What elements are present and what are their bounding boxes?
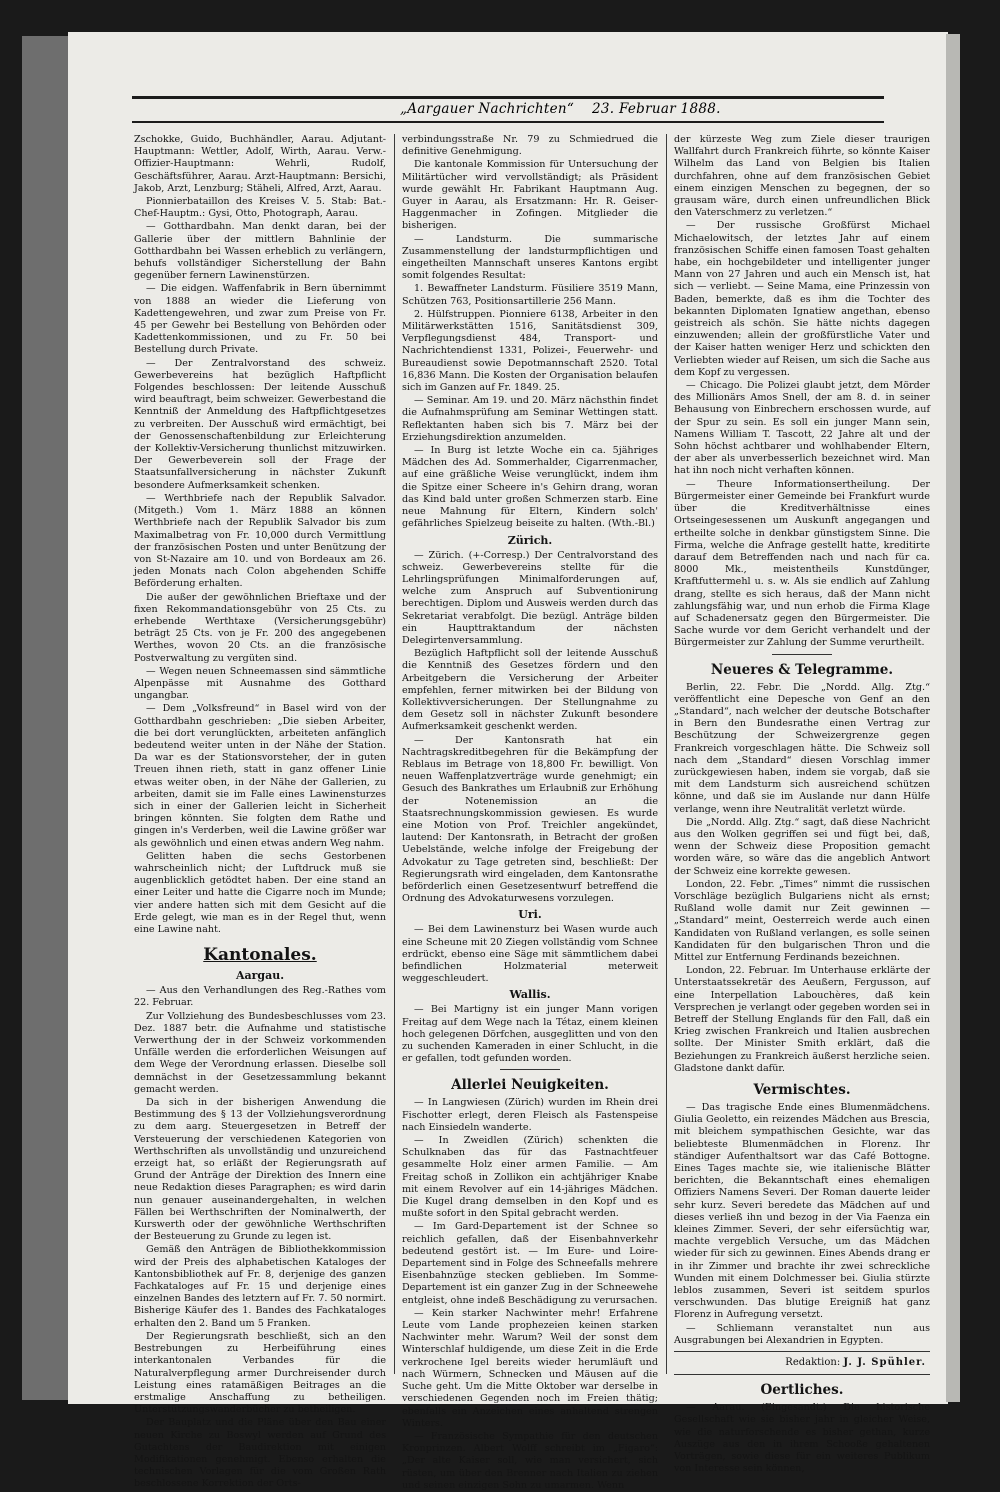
column-divider — [394, 134, 395, 1374]
article-text: Pionnierbataillon des Kreises V. 5. Stab: Bat.-Chef-Hauptm.: Gysi, Otto, Photograph, Aarau. — [134, 196, 386, 220]
editor-label: Redaktion: — [785, 1357, 841, 1369]
page-edge — [946, 34, 960, 1402]
article-text: Zschokke, Guido, Buchhändler, Aarau. Adjutant-Hauptmann: Wettler, Adolf, Wirth, Aarau. Verw.-Offizier-Hauptmann: Wehrli, Rudolf, Geschäftsführer, Aarau. Arzt-Hauptmann: Bersichi, Jakob, Arzt, Lenzburg; Stäheli, Alfred, Arzt, Aarau. — [134, 134, 386, 194]
article-text: — Die eidgen. Waffenfabrik in Bern übernimmt von 1888 an wieder die Lieferung von Kadettengewehren, und zwar zum Preise von Fr. 45 per Gewehr bei Bestellung von Behörden oder Kadettenkommissionen, und zu Fr. 50 bei Bestellung durch Private. — [134, 283, 386, 356]
article-text: — Kein starker Nachwinter mehr! Erfahrene Leute vom Lande prophezeien keinen starken Nachwinter mehr. Warum? Weil der sonst dem Winterschlaf huldigende, um diese Zeit in die Erde verkrochene Igel bereits wieder herumläuft und nach Würmern, Schnecken und Mäusen auf die Suche geht. Um die Mitte Oktober war derselbe in verschiedenen Gegenden noch im Freien thätig; ebenfalls ein Anzeichen eines anhaltend strengen Winters. — [402, 1307, 658, 1429]
article-text: — In Langwiesen (Zürich) wurden im Rhein drei Fischotter erlegt, deren Fleisch als Fastenspeise nach Einsiedeln wanderte. — [402, 1097, 658, 1133]
article-text: — Aarau. (Eingesandt.) Die historische Gesellschaft wie sie bisher jahr in gleicher Weise, wie die naturforschende es bisher gethan, kurze Auszüge aus den in ihrem Schooße gehaltenen Vorträgen, sowie diese für ein weiteres Publikum von Interesse sein können, — [674, 1402, 930, 1475]
article-text: — Chicago. Die Polizei glaubt jetzt, dem Mörder des Millionärs Amos Snell, der am 8. d. in seiner Behausung von Einbrechern erschossen wurde, auf der Spur zu sein. Es soll ein junger Mann sein, Namens William T. Tascott, 22 Jahre alt und der Sohn höchst achtbarer und wohlhabender Eltern, der aber als unverbesserlich bezeichnet wird. Man hat ihn noch nicht verhaften können. — [674, 380, 930, 477]
article-text: Berlin, 22. Febr. Die „Nordd. Allg. Ztg.“ veröffentlicht eine Depesche von Genf an den „Standard“, nach welcher der deutsche Botschafter in Bern den Bundesrathe einen Vertrag zur Beschützung der Schweizergrenze gegen Frankreich vorgeschlagen hätte. Die Schweiz soll nach dem „Standard“ diesen Vorschlag immer zurückgewiesen haben, indem sie vorgab, daß sie mit dem Landsturm sich ausreichend schützen könne, und daß sie im Auslande nur dann Hülfe verlange, wenn ihre Neutralität verletzt würde. — [674, 681, 930, 815]
header-rule-bottom — [132, 121, 884, 123]
article-text: Da sich in der bisherigen Anwendung die Bestimmung des § 13 der Vollziehungsverordnung zu dem aarg. Steuergesetzen in Betreff der Versteuerung der verschiedenen Kategorien von Werthschriften als unvollständig und unzureichend erzeigt hat, so erläßt der Regierungsrath auf Grund der Anträge der Direktion des Innern eine neue Redaktion dieses Paragraphen; es wird darin nun genauer auseinandergehalten, in welchen Fällen bei Werthschriften der Nominalwerth, der Kurswerth oder der gewöhnliche Werthschriften der Besteuerung zu Grunde zu legen ist. — [134, 1097, 386, 1243]
article-text: London, 22. Februar. Im Unterhause erklärte der Unterstaatssekretär des Aeußern, Fergusson, auf eine Interpellation Labouchères, daß kein Versprechen je verlangt oder gegeben worden sei in Betreff der Stellung Englands für den Fall, daß ein Krieg zwischen Frankreich und Italien ausbrechen sollte. Der Minister Smith erklärt, daß die Beziehungen zu Frankreich äußerst herzliche seien. Gladstone dankt dafür. — [674, 965, 930, 1074]
editor-line — [674, 1356, 926, 1370]
article-text: — Theure Informationsertheilung. Der Bürgermeister einer Gemeinde bei Frankfurt wurde über die Kreditverhältnisse eines Ortseingesessenen um Auskunft angegangen und ertheilte solche in denkbar günstigstem Sinne. Die Firma, welche die Anfrage gestellt hatte, kreditirte darauf dem Betreffenden nach und nach für ca. 8000 Mk., meistentheils Kunstdünger, Kraftfuttermehl u. s. w. Als sie endlich auf Zahlung drang, stellte es sich heraus, daß der Mann nicht zahlungsfähig war, und nun erhob die Firma Klage auf Schadenersatz gegen den Bürgermeister. Die Sache wurde vor dem Gericht verhandelt und der Bürgermeister zur Zahlung der Summe verurtheilt. — [674, 478, 930, 649]
article-text: Der Bauplatz und die Pläne über den Bau einer neuen Kirche zu Boswyl werden auf Grund des Gutachtens der Baudirektion mit einigen Modifikationen genehmigt. Ebenso erhalten die technischen Vorlagen für die vom Großen Rath beschlossene Korrektion der Orts- — [134, 1417, 386, 1490]
article-text: Zur Vollziehung des Bundesbeschlusses vom 23. Dez. 1887 betr. die Aufnahme und statistische Verwerthung der in der Schweiz vorkommenden Unfälle werden die erforderlichen Weisungen auf dem Wege der Verordnung erlassen. Dieselbe soll demnächst in der Gesetzessammlung bekannt gemacht werden. — [134, 1010, 386, 1095]
subsection-heading: Aargau. — [235, 969, 285, 983]
article-text: 1. Bewaffneter Landsturm. Füsiliere 3519 Mann, Schützen 763, Positionsartillerie 256 Mann. — [402, 283, 658, 307]
column-2 — [402, 134, 658, 1491]
subsection-heading: Uri. — [518, 908, 542, 922]
article-text: — Bei dem Lawinensturz bei Wasen wurde auch eine Scheune mit 20 Ziegen vollständig vom Schnee erdrückt, ebenso eine Säge mit sämmtlichem dabei befindlichen Holzmaterial meterweit weggeschleudert. — [402, 924, 658, 985]
article-text: — In Burg ist letzte Woche ein ca. 5jähriges Mädchen des Ad. Sommerhalder, Cigarrenmacher, auf eine gräßliche Weise verunglückt, indem ihm die Spitze einer Scheere in's Gehirn drang, woran das Kind bald unter großen Schmerzen starb. Eine neue Mahnung für Eltern, Kindern solch' gefährliches Spielzeug beiseite zu halten. (Wth.-Bl.) — [402, 445, 658, 530]
article-text: — Seminar. Am 19. und 20. März nächsthin findet die Aufnahmsprüfung am Seminar Wettingen statt. Reflektanten haben sich bis 7. März bei der Erziehungsdirektion anzumelden. — [402, 395, 658, 443]
article-text: 2. Hülfstruppen. Pionniere 6138, Arbeiter in den Militärwerkstätten 1516, Sanitätsdienst 309, Verpflegungsdienst 484, Transport- und Nachrichtendienst 1331, Polizei-, Feuerwehr- und Bureaudienst sowie Depotmannschaft 2520. Total 16,836 Mann. Die Kosten der Organisation belaufen sich im Ganzen auf Fr. 1849. 25. — [402, 308, 658, 394]
article-text: — In Zweidlen (Zürich) schenkten die Schulknaben das für das Fastnachtfeuer gesammelte Holz einer armen Familie. — Am Freitag schoß in Zollikon ein achtjähriger Knabe mit einem Revolver auf ein 14-jähriges Mädchen. Die Kugel drang demselben in den Kopf und es mußte sofort in den Spital gebracht werden. — [402, 1135, 658, 1220]
subsection-heading: Wallis. — [509, 988, 551, 1002]
article-text: Bezüglich Haftpflicht soll der leitende Ausschuß die Kenntniß des Gesetzes fördern und den Arbeitgebern die Versicherung der Arbeiter empfehlen, ferner mitwirken bei der Bildung von Kollektivversicherungen. Der Stellungnahme zu dem Gesetz soll in nächster Zukunft besondere Aufmerksamkeit geschenkt werden. — [402, 648, 658, 733]
section-heading: Oertliches. — [760, 1382, 844, 1399]
section-heading: Neueres & Telegramme. — [710, 661, 894, 678]
article-text: Die außer der gewöhnlichen Brieftaxe und der fixen Rekommandationsgebühr von 25 Cts. zu erhebende Werthtaxe (Versicherungsgebühr) beträgt 25 Cts. von je Fr. 200 des angegebenen Werthes, wovon 20 Cts. an die französische Postverwaltung zu vergüten sind. — [134, 591, 386, 664]
section-heading: Vermischtes. — [753, 1082, 851, 1099]
article-text: verbindungsstraße Nr. 79 zu Schmiedrued die definitive Genehmigung. — [402, 134, 658, 158]
editor-name: J. J. Spühler. — [843, 1357, 926, 1369]
article-text: — Bei Martigny ist ein junger Mann vorigen Freitag auf dem Wege nach la Tétaz, einem kleinen hoch gelegenen Dörfchen, ausgeglitten und von den zu suchenden Kameraden in einer Schlucht, in die er gefallen, todt gefunden worden. — [402, 1004, 658, 1065]
article-text: — Der Zentralvorstand des schweiz. Gewerbevereins hat bezüglich Haftpflicht Folgendes beschlossen: Der leitende Ausschuß wird beauftragt, beim schweizer. Gewerbestand die Kenntniß der Anmeldung des Haftpflichtgesetzes zu verbreiten. Der Ausschuß wird ermächtigt, bei der Genossenschaftenbildung zur Erleichterung der Kollektiv-Versicherung thunlichst mitzuwirken. Der Gewerbeverein soll der Frage der Staatsunfallversicherung in nächster Zukunft besondere Aufmerksamkeit schenken. — [134, 357, 386, 491]
separator-rule — [500, 1069, 560, 1070]
header-rule-top — [132, 96, 884, 99]
article-text: — Werthbriefe nach der Republik Salvador. (Mitgeth.) Vom 1. März 1888 an können Werthbriefe nach der Republik Salvador bis zum Maximalbetrag von Fr. 10,000 durch Vermittlung der französischen Posten und unter Benützung der von St-Nazaire am 10. und von Bordeaux am 26. jeden Monats nach Colon abgehenden Schiffe Beförderung erhalten. — [134, 492, 386, 590]
article-text: — Französische Sympathie für den deutschen Kronprinzen. Albert Wolff schreibt im „Figaro“: „Der alte Kaiser soll, wie man versichert, sich rüsten, um über den Brenner nach Italien zu ziehen und seinen einzigen Sohn zu umarmen. Wenn — [402, 1430, 658, 1491]
page-header — [132, 101, 884, 119]
article-text: — Aus den Verhandlungen des Reg.-Rathes vom 22. Februar. — [134, 985, 386, 1009]
section-heading: Allerlei Neuigkeiten. — [451, 1077, 609, 1094]
column-1 — [134, 134, 386, 1490]
scan-border — [22, 36, 70, 1400]
separator-rule — [674, 1374, 930, 1375]
column-divider — [666, 134, 667, 1374]
article-text: — Dem „Volksfreund“ in Basel wird von der Gotthardbahn geschrieben: „Die sieben Arbeiter, die bei dort verunglückten, arbeiteten anfänglich bedeutend weiter unten in der Nähe der Station. Da war es der Stationsvorsteher, der in guten Treuen ihnen rieth, statt in ganz offener Linie etwas weiter oben, in der Nähe der Gallerien, zu arbeiten, damit sie im Falle eines Lawinensturzes sich in einer der Gallerien leicht in Sicherheit bringen könnten. Sie folgten dem Rathe und gingen in's Verderben, weil die Lawine größer war als gewöhnlich und einen etwas andern Weg nahm. — [134, 703, 386, 849]
article-text: Gemäß den Anträgen de Bibliothekkommission wird der Preis des alphabetischen Kataloges der Kantonsbibliothek auf Fr. 8, derjenige des ganzen Fachkataloges auf Fr. 15 und derjenige eines einzelnen Bandes des letztern auf Fr. 7. 50 normirt. Bisherige Käufer des 1. Bandes des Fachkataloges erhalten den 2. Band um 5 Franken. — [134, 1244, 386, 1329]
article-text: — Der russische Großfürst Michael Michaelowitsch, der letztes Jahr auf einem französischen Schiffe einen famosen Toast gehalten habe, ein hochgebildeter und intelligenter junger Mann von 27 Jahren und auch ein Mensch ist, hat sich — verliebt. — Seine Mama, eine Prinzessin von Baden, bemerkte, daß es ihm die Tochter des bekannten Diplomaten Ignatiew angethan, ebenso geistreich als schön. Sie hätte nichts dagegen einzuwenden; allein der großfürstliche Vater und der Kaiser hatten weniger Herz und schickten den Verliebten wieder auf Reisen, um sich die Sache aus dem Kopf zu vergessen. — [674, 220, 930, 378]
separator-rule — [772, 654, 832, 655]
article-text: — Im Gard-Departement ist der Schnee so reichlich gefallen, daß der Eisenbahnverkehr bedeutend gestört ist. — Im Eure- und Loire-Departement sind in Folge des Schneefalls mehrere Eisenbahnzüge stecken geblieben. Im Somme-Departement ist ein ganzer Zug in der Schneewehe entgleist, ohne indeß Beschädigung zu verursachen. — [402, 1221, 658, 1306]
article-text: Die kantonale Kommission für Untersuchung der Militärtücher wird vervollständigt; als Präsident wurde gewählt Hr. Fabrikant Hauptmann Aug. Guyer in Aarau, als Ersatzmann: Hr. R. Geiser-Haggenmacher in Zofingen. Mitglieder die bisherigen. — [402, 159, 658, 232]
article-text: — Der Kantonsrath hat ein Nachtragskreditbegehren für die Bekämpfung der Reblaus im Betrage von 18,800 Fr. bewilligt. Von neuen Waffenplatzverträge wurde genehmigt; ein Gesuch des Bankrathes um Erlaubniß zur Erhöhung der Notenemission an die Staatsrechnungskommission gewiesen. Es wurde eine Motion von Prof. Treichler angekündet, lautend: Der Kantonsrath, in Betracht der großen Uebelstände, welche infolge der Freigebung der Advokatur zu Tage getreten sind, beschließt: Der Regierungsrath wird eingeladen, dem Kantonsrathe beförderlich einen Gesetzesentwurf betreffend die Ordnung des Advokaturwesens vorzulegen. — [402, 734, 658, 905]
newspaper-title: „Aargauer Nachrichten“ — [400, 101, 575, 117]
subsection-heading: Zürich. — [507, 533, 553, 547]
article-text: — Schliemann veranstaltet nun aus Ausgrabungen bei Alexandrien in Egypten. — [674, 1322, 930, 1346]
article-text: — Zürich. (+-Corresp.) Der Centralvorstand des schweiz. Gewerbevereins stellte für die Lehrlingsprüfungen Minimalforderungen auf, welche zum Anspruch auf Subventionirung berechtigen. Diplom und Ausweis werden durch das Sekretariat verabfolgt. Die bezügl. Anträge bilden ein Haupttraktandum der nächsten Delegirtenversammlung. — [402, 549, 658, 646]
article-text: Die „Nordd. Allg. Ztg.“ sagt, daß diese Nachricht aus den Wolken gegriffen sei und fügt bei, daß, wenn der Schweiz diese Proposition gemacht worden wäre, so wäre das die angeblich Antwort der Schweiz eine korrekte gewesen. — [674, 816, 930, 877]
article-text: — Landsturm. Die summarische Zusammenstellung der landsturmpflichtigen und eingetheilten Mannschaft unseres Kantons ergibt somit folgendes Resultat: — [402, 233, 658, 282]
article-text: — Wegen neuen Schneemassen sind sämmtliche Alpenpässe mit Ausnahme des Gotthard ungangbar. — [134, 665, 386, 702]
separator-rule — [674, 1351, 930, 1352]
section-heading: Kantonales. — [203, 945, 317, 966]
article-text: London, 22. Febr. „Times“ nimmt die russischen Vorschläge bezüglich Bulgariens nicht als ernst; Rußland wolle damit nur Zeit gewinnen — „Standard“ meint, Oesterreich werde auch einen Kandidaten von Rußland verlangen, es solle seinen Kandidaten für den bulgarischen Thron und die Mittel zur Entfernung Ferdinands bezeichnen. — [674, 878, 930, 963]
article-text: der kürzeste Weg zum Ziele dieser traurigen Wallfahrt durch Frankreich führte, so könnte Kaiser Wilhelm das Land von Belgien bis Italien durchfahren, ohne auf dem französischen Gebiet einem einzigen Menschen zu begegnen, der so grausam wäre, durch einen unfreundlichen Blick den Vaterschmerz zu verletzen.“ — [674, 134, 930, 219]
article-text: — Das tragische Ende eines Blumenmädchens. Giulia Geoletto, ein reizendes Mädchen aus Brescia, mit bleichem sympathischen Gesichte, war das beliebteste Blumenmädchen in Florenz. Ihr ständiger Aufenthaltsort war das Café Bottogne. Eines Tages machte sie, wie italienische Blätter berichten, die Bekanntschaft eines ehemaligen Offiziers Namens Severi. Der Roman dauerte leider sehr kurz. Severi beredete das Mädchen auf und dieses verließ ihn und bezog in der Via Faenza ein kleines Zimmer. Severi, der sehr eifersüchtig war, machte vergeblich Versuche, um das Mädchen wieder für sich zu gewinnen. Eines Abends drang er in ihr Zimmer und brachte ihr zwei schreckliche Wunden mit einem Dolchmesser bei. Giulia stürzte leblos zusammen, Severi ist seitdem spurlos verschwunden. Das blutige Ereigniß hat ganz Florenz in Aufregung versetzt. — [674, 1102, 930, 1321]
article-text: — Gotthardbahn. Man denkt daran, bei der Gallerie über der mittlern Bahnlinie der Gotthardbahn bei Wassen erheblich zu verlängern, behufs vollständiger Sicherstellung der Bahn gegenüber fernern Lawinenstürzen. — [134, 221, 386, 282]
article-text: Gelitten haben die sechs Gestorbenen wahrscheinlich nicht; der Luftdruck muß sie augenblicklich getödtet haben. Der eine stand an einer Leiter und hatte die Cigarre noch im Munde; vier andere hatten sich mit dem Gesicht auf die Erde gelegt, wie man es in der Regel thut, wenn eine Lawine naht. — [134, 850, 386, 935]
column-3 — [674, 134, 930, 1475]
issue-date: 23. Februar 1888. — [592, 101, 721, 117]
article-text: Der Regierungsrath beschließt, sich an den Bestrebungen zu Herbeiführung eines interkantonalen Verbandes für die Naturalverpflegung armer Durchreisender durch Leistung eines ratamäßigen Beitrages an die erstmalige Anschaffung zu betheiligen. Unterstützungswanderbücher zu betheiligen. — [134, 1330, 386, 1416]
